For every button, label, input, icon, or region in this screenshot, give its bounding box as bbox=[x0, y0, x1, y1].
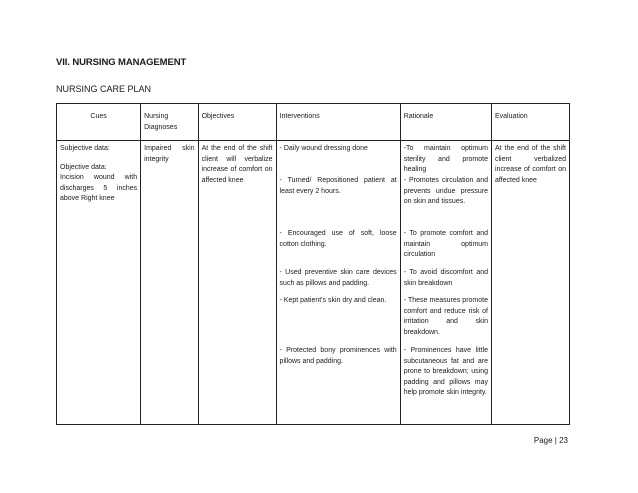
rationale-item: - To avoid discomfort and skin breakdown bbox=[403, 269, 488, 287]
intervention-item: - Kept patient's skin dry and clean. bbox=[279, 297, 387, 304]
header-objectives: Objectives bbox=[198, 104, 276, 141]
header-diagnoses-line1: Nursing bbox=[144, 113, 169, 120]
intervention-item: - Protected bony prominences with pillows and padding. bbox=[279, 347, 397, 365]
cues-cell bbox=[57, 141, 141, 425]
objective-cell: At the end of the shift client will verbalize increase of comfort on affected knee bbox=[198, 141, 276, 425]
plan-title: NURSING CARE PLAN bbox=[56, 84, 152, 94]
rationale-item: - Prominences have little subcutaneous fat and are prone to breakdown; using padding and pillows may help promote skin integrity. bbox=[403, 347, 488, 396]
rationale-item: - Promotes circulation and prevents undue pressure on skin and tissues. bbox=[403, 177, 488, 205]
rationale-cell bbox=[400, 141, 491, 425]
header-nursing-diagnoses bbox=[141, 104, 198, 141]
header-diagnoses-line2: Diagnoses bbox=[144, 123, 178, 131]
table-header-row bbox=[57, 104, 570, 141]
header-interventions: Interventions bbox=[276, 104, 400, 141]
intervention-item: - Used preventive skin care devices such as pillows and padding. bbox=[279, 269, 397, 287]
intervention-item: - Turned/ Repositioned patient at least every 2 hours. bbox=[279, 177, 397, 195]
rationale-item: -To maintain optimum sterility and promote healing bbox=[403, 145, 488, 173]
table-row bbox=[57, 141, 570, 425]
rationale-item: - These measures promote comfort and reduce risk of irritation and skin breakdown. bbox=[403, 297, 488, 336]
rationale-item: - To promote comfort and maintain optimum circulation bbox=[403, 230, 488, 258]
nursing-care-plan-table bbox=[56, 103, 570, 425]
objective-data-label: Objective data: bbox=[60, 163, 107, 171]
subjective-data-label: Subjective data: bbox=[60, 145, 110, 152]
interventions-cell bbox=[276, 141, 400, 425]
intervention-item: - Encouraged use of soft, loose cotton clothing. bbox=[279, 230, 397, 248]
evaluation-cell: At the end of the shift client verbalized increase of comfort on affected knee bbox=[492, 141, 570, 425]
objective-data-text: Incision wound with discharges 5 inches above Right knee bbox=[60, 174, 138, 202]
header-cues: Cues bbox=[57, 104, 141, 141]
header-rationale: Rationale bbox=[400, 104, 491, 141]
intervention-item: - Daily wound dressing done bbox=[279, 145, 368, 152]
page-number: Page | 23 bbox=[533, 436, 568, 445]
section-title: VII. NURSING MANAGEMENT bbox=[56, 57, 187, 68]
diagnosis-cell: Impaired skin integrity bbox=[141, 141, 198, 425]
header-evaluation: Evaluation bbox=[492, 104, 570, 141]
